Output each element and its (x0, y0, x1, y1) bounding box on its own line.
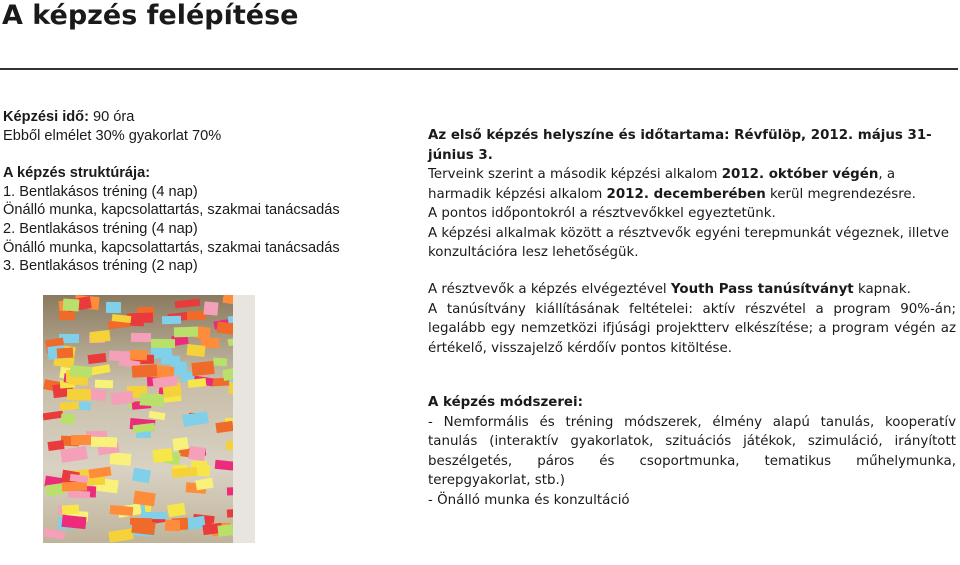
structure-item-4: Önálló munka, kapcsolattartás, szakmai tanácsadás (3, 239, 340, 256)
sticky-note (130, 350, 147, 360)
sticky-note (133, 490, 155, 505)
sticky-note (139, 393, 163, 406)
certificate-conditions: A tanúsítvány kiállításának feltételei: aktív részvétel a program 90%-án; legalább egy nemzetközi ifjúsági projektterv elkészítése; a program végén az értékelő, visszajelző kérdőív pontos kitöltése. (428, 301, 956, 356)
sticky-note (173, 437, 189, 451)
certificate-section (428, 280, 956, 358)
sticky-note (161, 356, 181, 365)
duration-line (3, 108, 403, 127)
methods-item-1: - Nemformális és tréning módszerek, élmény alapú tanulás, kooperatív tanulás (interaktív gyakorlatok, szituációs játékok, szimuláció, irányított beszélgetés, páros és csoportmunka, tematikus műhelymunka, terepgyakorlat, stb.) (428, 414, 956, 488)
sticky-note (168, 502, 186, 517)
duration-label: Képzési idő: (3, 109, 89, 125)
sticky-note (106, 301, 121, 313)
sticky-note (56, 348, 72, 359)
sticky-note (192, 361, 215, 376)
sticky-note (161, 315, 180, 323)
sticky-note (62, 298, 79, 311)
structure-label: A képzés struktúrája: (3, 165, 151, 182)
sticky-note (91, 437, 117, 447)
methods-item-2: - Önálló munka és konzultáció (428, 492, 630, 508)
next-trainings: Terveink szerint a második képzési alkalom 2012. október végén, a harmadik képzési alkalom 2012. decemberében kerül megrendezésre. (428, 167, 916, 202)
sticky-note (62, 504, 79, 514)
sticky-note (90, 330, 111, 343)
sticky-note (174, 327, 199, 338)
sticky-notes-photo (43, 295, 255, 543)
exact-dates-note: A pontos időpontokról a résztvevőkkel egyeztetünk. (428, 206, 776, 221)
sticky-note (152, 448, 172, 463)
structure-item-3: 2. Bentlakásos tréning (4 nap) (3, 220, 198, 237)
youth-pass-line: A résztvevők a képzés elvégeztével Youth Pass tanúsítványt kapnak. (428, 282, 911, 297)
sticky-note (69, 365, 92, 378)
sticky-note (204, 302, 219, 316)
duration-value: 90 óra (88, 109, 135, 125)
title-divider (0, 68, 958, 70)
structure-item-5: 3. Bentlakásos tréning (2 nap) (3, 258, 198, 275)
first-training-location: Az első képzés helyszíne és időtartama: Révfülöp, 2012. május 31- június 3. (428, 128, 932, 163)
sticky-note (59, 311, 76, 320)
sticky-note (132, 364, 158, 377)
sticky-note (62, 515, 88, 529)
training-info (3, 108, 403, 276)
sticky-note (188, 446, 206, 461)
sticky-note (66, 389, 90, 401)
sticky-note (217, 524, 233, 537)
sticky-note (110, 452, 132, 465)
schedule-section (428, 126, 956, 263)
page-title: A képzés felépítése (2, 0, 299, 31)
sticky-note (132, 468, 151, 484)
structure-item-2: Önálló munka, kapcsolattartás, szakmai tanácsadás (3, 202, 340, 219)
sticky-note (213, 358, 228, 367)
ratio-line: Ebből elmélet 30% gyakorlat 70% (3, 127, 222, 144)
between-trainings-note: A képzési alkalmak között a résztvevők egyéni terepmunkát végeznek, illetve konzultációra lesz lehetőségük. (428, 225, 949, 260)
sticky-note (165, 520, 180, 531)
sticky-note (187, 344, 206, 357)
sticky-note (131, 332, 151, 341)
methods-section (428, 393, 956, 510)
methods-label: A képzés módszerei: (428, 395, 583, 410)
sticky-note (62, 482, 87, 492)
sticky-note (151, 339, 175, 348)
structure-item-1: 1. Bentlakásos tréning (4 nap) (3, 183, 198, 200)
sticky-note (95, 379, 113, 388)
sticky-note (68, 491, 90, 499)
sticky-note (130, 517, 152, 525)
sticky-note (60, 413, 75, 424)
sticky-note (71, 434, 92, 445)
sticky-note (110, 391, 133, 406)
